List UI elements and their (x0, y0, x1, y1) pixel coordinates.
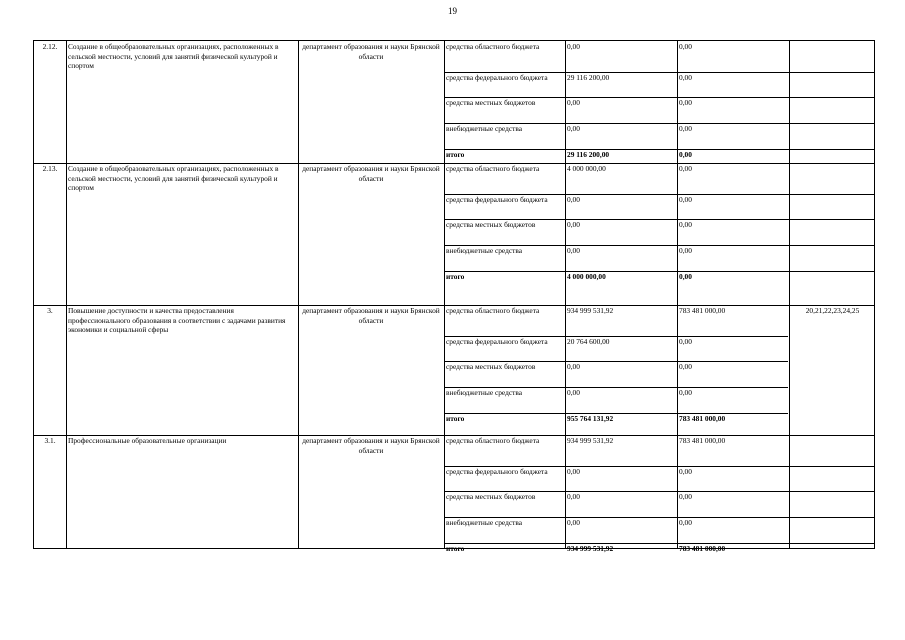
amount-b: 0,00 (679, 388, 692, 397)
amount-a: 29 116 200,00 (567, 150, 610, 159)
amount-b: 0,00 (679, 246, 692, 255)
row-title: Повышение доступности и качества предоставления профессионального образования в соответствии с задачами развития экономики и социальной сферы (68, 306, 286, 335)
amount-a: 934 999 531,92 (567, 306, 614, 315)
row-title: Профессиональные образовательные организации (68, 436, 227, 445)
amount-a: 4 000 000,00 (567, 164, 606, 173)
amount-a: 29 116 200,00 (567, 73, 610, 82)
amount-b: 0,00 (679, 98, 692, 107)
amount-b: 783 481 000,00 (679, 306, 726, 315)
amount-b: 0,00 (679, 73, 692, 82)
source-label: внебюджетные средства (446, 124, 523, 133)
source-label: средства федерального бюджета (446, 195, 548, 204)
source-label: средства местных бюджетов (446, 362, 536, 371)
amount-a: 0,00 (567, 362, 580, 371)
amount-b: 0,00 (679, 150, 692, 159)
row-number: 2.12. (42, 42, 58, 51)
source-label: средства местных бюджетов (446, 220, 536, 229)
amount-a: 0,00 (567, 246, 580, 255)
amount-a: 0,00 (567, 124, 580, 133)
source-label: итого (446, 414, 465, 423)
page-number: 19 (448, 6, 457, 16)
column-divider (565, 41, 566, 548)
row-title: Создание в общеобразовательных организациях, расположенных в сельской местности, условий для занятий физической культурой и спортом (68, 164, 279, 193)
source-label: итого (446, 150, 465, 159)
source-label: средства областного бюджета (446, 164, 540, 173)
amount-b: 0,00 (679, 337, 692, 346)
amount-b: 783 481 000,00 (679, 436, 726, 445)
amount-b: 0,00 (679, 220, 692, 229)
row-department: департамент образования и науки Брянской области (302, 436, 440, 455)
amount-a: 0,00 (567, 518, 580, 527)
source-label: внебюджетные средства (446, 246, 523, 255)
amount-a: 0,00 (567, 388, 580, 397)
amount-a: 0,00 (567, 467, 580, 476)
amount-a: 0,00 (567, 220, 580, 229)
amount-a: 0,00 (567, 98, 580, 107)
source-label: средства федерального бюджета (446, 73, 548, 82)
amount-a: 934 999 531,92 (567, 544, 614, 553)
source-label: внебюджетные средства (446, 518, 523, 527)
amount-b: 0,00 (679, 362, 692, 371)
row-department: департамент образования и науки Брянской области (302, 306, 440, 325)
amount-a: 934 999 531,92 (567, 436, 614, 445)
amount-b: 783 481 000,00 (679, 414, 726, 423)
source-label: итого (446, 272, 465, 281)
row-department: департамент образования и науки Брянской области (302, 164, 440, 183)
amount-a: 0,00 (567, 42, 580, 51)
amount-b: 0,00 (679, 124, 692, 133)
column-divider (444, 41, 445, 548)
column-divider (677, 41, 678, 548)
funding-table (33, 40, 875, 553)
amount-a: 0,00 (567, 195, 580, 204)
source-label: средства местных бюджетов (446, 492, 536, 501)
amount-b: 0,00 (679, 272, 692, 281)
amount-b: 0,00 (679, 518, 692, 527)
source-label: средства областного бюджета (446, 306, 540, 315)
source-label: средства местных бюджетов (446, 98, 536, 107)
amount-b: 0,00 (679, 492, 692, 501)
column-divider (789, 41, 790, 548)
row-title: Создание в общеобразовательных организациях, расположенных в сельской местности, условий для занятий физической культурой и спортом (68, 42, 279, 71)
source-label: средства областного бюджета (446, 436, 540, 445)
source-label: средства федерального бюджета (446, 467, 548, 476)
amount-a: 0,00 (567, 492, 580, 501)
amount-a: 955 764 131,92 (567, 414, 614, 423)
row-number: 3.1. (44, 436, 56, 445)
column-divider (66, 41, 67, 548)
source-label: итого (446, 544, 465, 553)
source-label: внебюджетные средства (446, 388, 523, 397)
amount-b: 0,00 (679, 467, 692, 476)
source-label: средства федерального бюджета (446, 337, 548, 346)
amount-b: 0,00 (679, 42, 692, 51)
row-number: 3. (47, 306, 53, 315)
amount-b: 783 481 000,00 (679, 544, 726, 553)
row-indicators: 20,21,22,23,24,25 (805, 306, 860, 315)
amount-b: 0,00 (679, 195, 692, 204)
row-number: 2.13. (42, 164, 58, 173)
source-label: средства областного бюджета (446, 42, 540, 51)
column-divider (298, 41, 299, 548)
amount-a: 20 764 600,00 (567, 337, 610, 346)
amount-a: 4 000 000,00 (567, 272, 606, 281)
amount-b: 0,00 (679, 164, 692, 173)
row-department: департамент образования и науки Брянской области (302, 42, 440, 61)
